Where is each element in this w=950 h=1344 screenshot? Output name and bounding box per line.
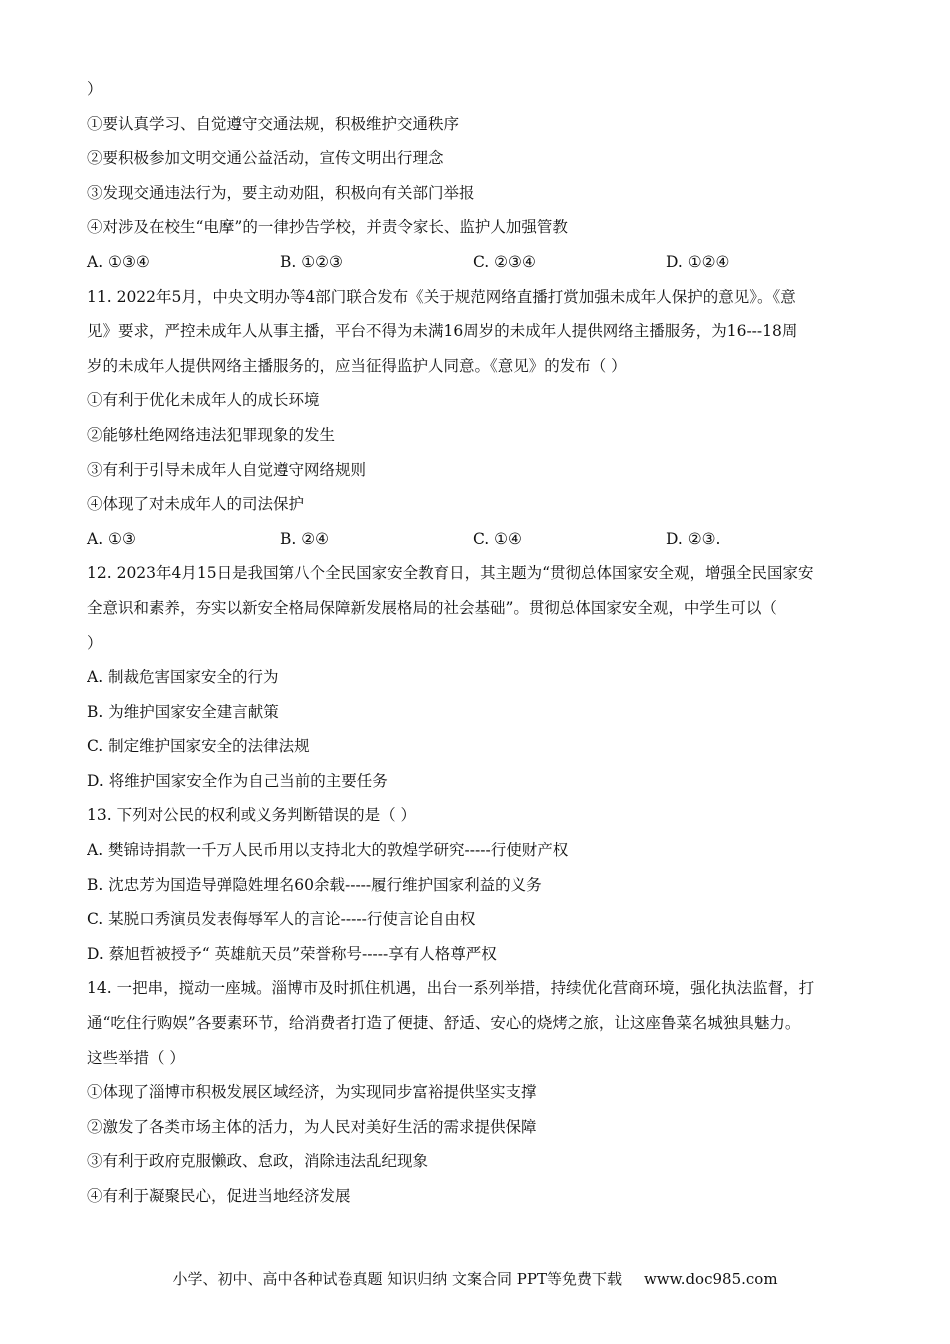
- q10-item-3: ③发现交通违法行为，要主动劝阻，积极向有关部门举报: [87, 183, 475, 202]
- q14-item-3: ③有利于政府克服懒政、怠政，消除违法乱纪现象: [87, 1152, 429, 1171]
- footer-text: 小学、初中、高中各种试卷真题 知识归纳 文案合同 PPT等免费下载: [172, 1270, 622, 1288]
- q11-item-1: ①有利于优化未成年人的成长环境: [87, 391, 320, 410]
- q10-option-d: D. ①②④: [666, 252, 730, 271]
- page-footer: [0, 1268, 950, 1289]
- q14-item-1: ①体现了淄博市积极发展区域经济，为实现同步富裕提供坚实支撑: [87, 1083, 537, 1102]
- q12-stem-line-2: 全意识和素养，夯实以新安全格局保障新发展格局的社会基础”。贯彻总体国家安全观，中学生可以（: [87, 598, 777, 617]
- q14-stem-line-2: 通“吃住行购娱”各要素环节，给消费者打造了便捷、舒适、安心的烧烤之旅，让这座鲁菜名城独具魅力。: [87, 1014, 801, 1033]
- q11-stem-line-1: 11. 2022年5月，中央文明办等4部门联合发布《关于规范网络直播打赏加强未成年人保护的意见》。《意: [87, 287, 796, 306]
- q11-stem-line-2: 见》要求，严控未成年人从事主播，平台不得为未满16周岁的未成年人提供网络主播服务，为16---18周: [87, 322, 798, 341]
- q11-item-2: ②能够杜绝网络违法犯罪现象的发生: [87, 425, 336, 444]
- q13-choice-a: A. 樊锦诗捐款一千万人民币用以支持北大的敦煌学研究-----行使财产权: [87, 841, 569, 860]
- q12-choice-d: D. 将维护国家安全作为自己当前的主要任务: [87, 771, 388, 790]
- q10-option-b: B. ①②③: [280, 252, 343, 271]
- q14-stem-line-1: 14. 一把串，搅动一座城。淄博市及时抓住机遇，出台一系列举措，持续优化营商环境，强化执法监督，打: [87, 979, 815, 998]
- q10-item-1: ①要认真学习、自觉遵守交通法规，积极维护交通秩序: [87, 114, 460, 133]
- q12-choice-b: B. 为维护国家安全建言献策: [87, 702, 279, 721]
- q11-option-a: A. ①③: [87, 529, 136, 548]
- q14-stem-line-3: 这些举措（ ）: [87, 1048, 185, 1067]
- q12-stem-line-1: 12. 2023年4月15日是我国第八个全民国家安全教育日，其主题为“贯彻总体国家安全观，增强全民国家安: [87, 564, 814, 583]
- q10-option-c: C. ②③④: [473, 252, 536, 271]
- q14-item-4: ④有利于凝聚民心，促进当地经济发展: [87, 1187, 351, 1205]
- q13-stem: 13. 下列对公民的权利或义务判断错误的是（ ）: [87, 806, 417, 825]
- q11-stem-line-3: 岁的未成年人提供网络主播服务的，应当征得监护人同意。《意见》的发布（ ）: [87, 356, 627, 375]
- q10-item-2: ②要积极参加文明交通公益活动，宣传文明出行理念: [87, 149, 444, 168]
- q11-item-3: ③有利于引导未成年人自觉遵守网络规则: [87, 460, 367, 479]
- q13-choice-b: B. 沈忠芳为国造导弹隐姓埋名60余载-----履行维护国家利益的义务: [87, 875, 542, 894]
- q11-option-b: B. ②④: [280, 529, 330, 548]
- q11-options: [87, 522, 877, 557]
- q10-paren-close: ）: [87, 80, 103, 98]
- q11-option-c: C. ①④: [473, 529, 522, 548]
- q12-choice-c: C. 制定维护国家安全的法律法规: [87, 737, 310, 756]
- q11-option-d: D. ②③.: [666, 529, 721, 548]
- q11-item-4: ④体现了对未成年人的司法保护: [87, 495, 305, 514]
- q10-option-a: A. ①③④: [87, 252, 150, 271]
- q10-options: [87, 245, 877, 280]
- exam-content: [87, 72, 877, 1214]
- q13-choice-d: D. 蔡旭哲被授予“ 英雄航天员”荣誉称号-----享有人格尊严权: [87, 944, 497, 963]
- q10-item-4: ④对涉及在校生“电摩”的一律抄告学校，并责令家长、监护人加强管教: [87, 218, 568, 237]
- footer-url-link[interactable]: www.doc985.com: [643, 1270, 778, 1288]
- q12-stem-line-3: ）: [87, 633, 103, 652]
- q14-item-2: ②激发了各类市场主体的活力，为人民对美好生活的需求提供保障: [87, 1117, 537, 1136]
- q12-choice-a: A. 制裁危害国家安全的行为: [87, 668, 279, 687]
- q13-choice-c: C. 某脱口秀演员发表侮辱军人的言论-----行使言论自由权: [87, 910, 476, 929]
